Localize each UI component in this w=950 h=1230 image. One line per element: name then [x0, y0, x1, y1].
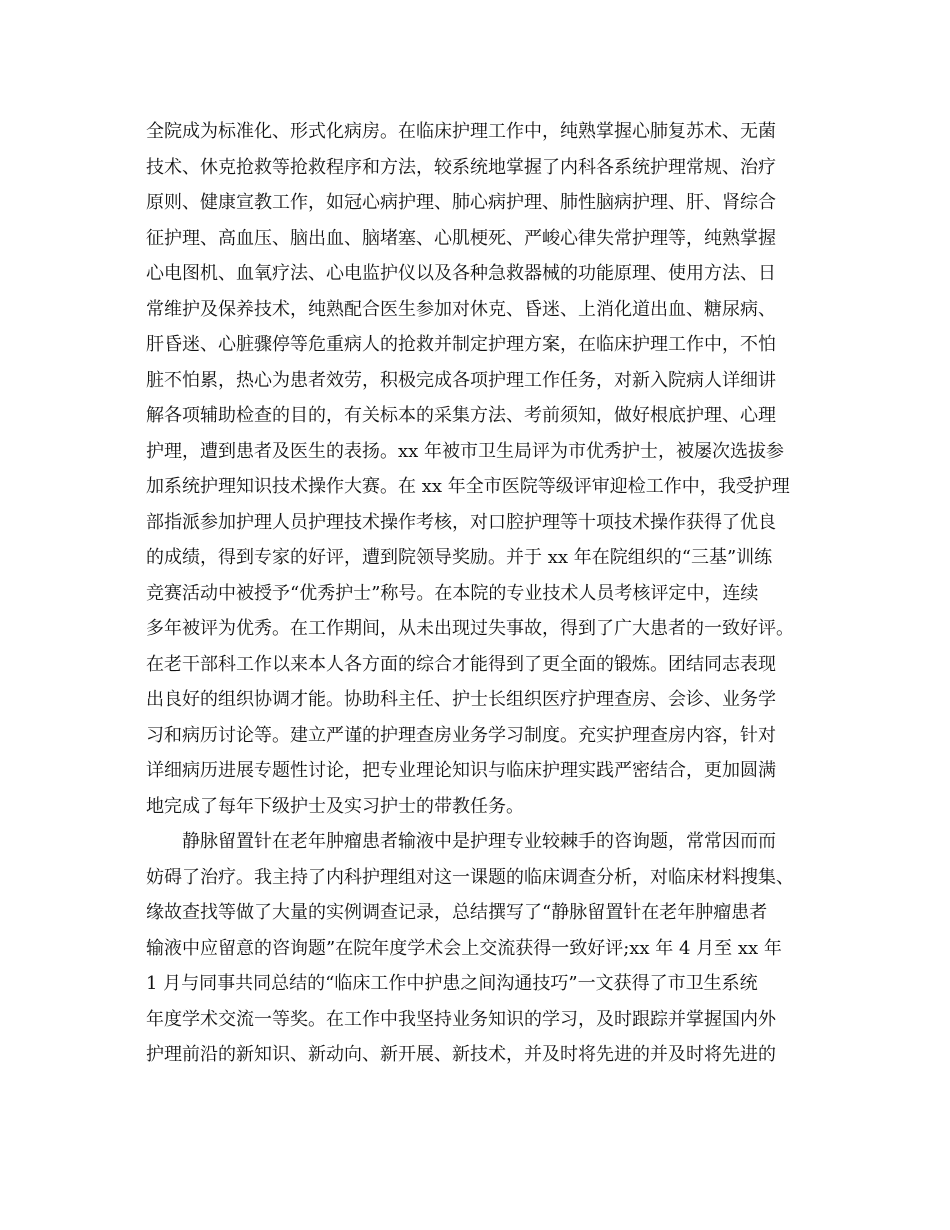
- text-line: 妨碍了治疗。我主持了内科护理组对这一课题的临床调查分析，对临床材料搜集、: [146, 866, 794, 888]
- paragraph: [146, 114, 816, 824]
- text-line: 全院成为标准化、形式化病房。在临床护理工作中，纯熟掌握心肺复苏术、无菌: [146, 121, 776, 142]
- text-line: 原则、健康宣教工作，如冠心病护理、肺心病护理、肺性脑病护理、肝、肾综合: [146, 192, 776, 213]
- text-line: 肝昏迷、心脏骤停等危重病人的抢救并制定护理方案，在临床护理工作中，不怕: [146, 334, 776, 355]
- text-line: 的成绩，得到专家的好评，遭到院领导奖励。并于 xx 年在院组织的“三基”训练: [146, 547, 773, 568]
- text-line: 心电图机、血氧疗法、心电监护仪以及各种急救器械的功能原理、使用方法、日: [146, 263, 776, 284]
- text-line: 多年被评为优秀。在工作期间，从未出现过失事故，得到了广大患者的一致好评。: [146, 618, 794, 639]
- text-line: 脏不怕累，热心为患者效劳，积极完成各项护理工作任务，对新入院病人详细讲: [146, 369, 776, 391]
- text-line: 年度学术交流一等奖。在工作中我坚持业务知识的学习，及时跟踪并掌握国内外: [146, 1008, 776, 1030]
- document-body: [146, 114, 816, 1073]
- text-line: 详细病历进展专题性讨论，把专业理论知识与临床护理实践严密结合，更加圆满: [146, 760, 776, 781]
- text-line: 地完成了每年下级护士及实习护士的带教任务。: [146, 795, 524, 817]
- text-line: 出良好的组织协调才能。协助科主任、护士长组织医疗护理查房、会诊、业务学: [146, 689, 776, 710]
- text-line: 常维护及保养技术，纯熟配合医生参加对休克、昏迷、上消化道出血、糖尿病、: [146, 298, 776, 320]
- text-line: 护理，遭到患者及医生的表扬。xx 年被市卫生局评为市优秀护士，被屡次选拔参: [146, 440, 785, 462]
- text-line: 缘故查找等做了大量的实例调查记录，总结撰写了“静脉留置针在老年肿瘤患者: [146, 902, 768, 923]
- text-line: 部指派参加护理人员护理技术操作考核，对口腔护理等十项技术操作获得了优良: [146, 511, 776, 533]
- text-line: 解各项辅助检查的目的，有关标本的采集方法、考前须知，做好根底护理、心理: [146, 405, 776, 426]
- text-line: 静脉留置针在老年肿瘤患者输液中是护理专业较棘手的咨询题，常常因而而: [182, 831, 776, 852]
- text-line: 在老干部科工作以来本人各方面的综合才能得到了更全面的锻炼。团结同志表现: [146, 653, 776, 675]
- text-line: 习和病历讨论等。建立严谨的护理查房业务学习制度。充实护理查房内容，针对: [146, 724, 776, 746]
- text-line: 护理前沿的新知识、新动向、新开展、新技术，并及时将先进的并及时将先进的: [146, 1044, 776, 1065]
- text-line: 输液中应留意的咨询题”在院年度学术会上交流获得一致好评;xx 年 4 月至 xx 年: [146, 937, 782, 959]
- text-line: 加系统护理知识技术操作大赛。在 xx 年全市医院等级评审迎检工作中，我受护理: [146, 476, 790, 497]
- text-line: 技术、休克抢救等抢救程序和方法，较系统地掌握了内科各系统护理常规、治疗: [146, 156, 776, 178]
- paragraph: [146, 824, 816, 1073]
- text-line: 征护理、高血压、脑出血、脑堵塞、心肌梗死、严峻心律失常护理等，纯熟掌握: [146, 227, 776, 249]
- text-line: 竞赛活动中被授予“优秀护士”称号。在本院的专业技术人员考核评定中，连续: [146, 582, 759, 604]
- text-line: 1 月与同事共同总结的“临床工作中护患之间沟通技巧”一文获得了市卫生系统: [146, 973, 758, 994]
